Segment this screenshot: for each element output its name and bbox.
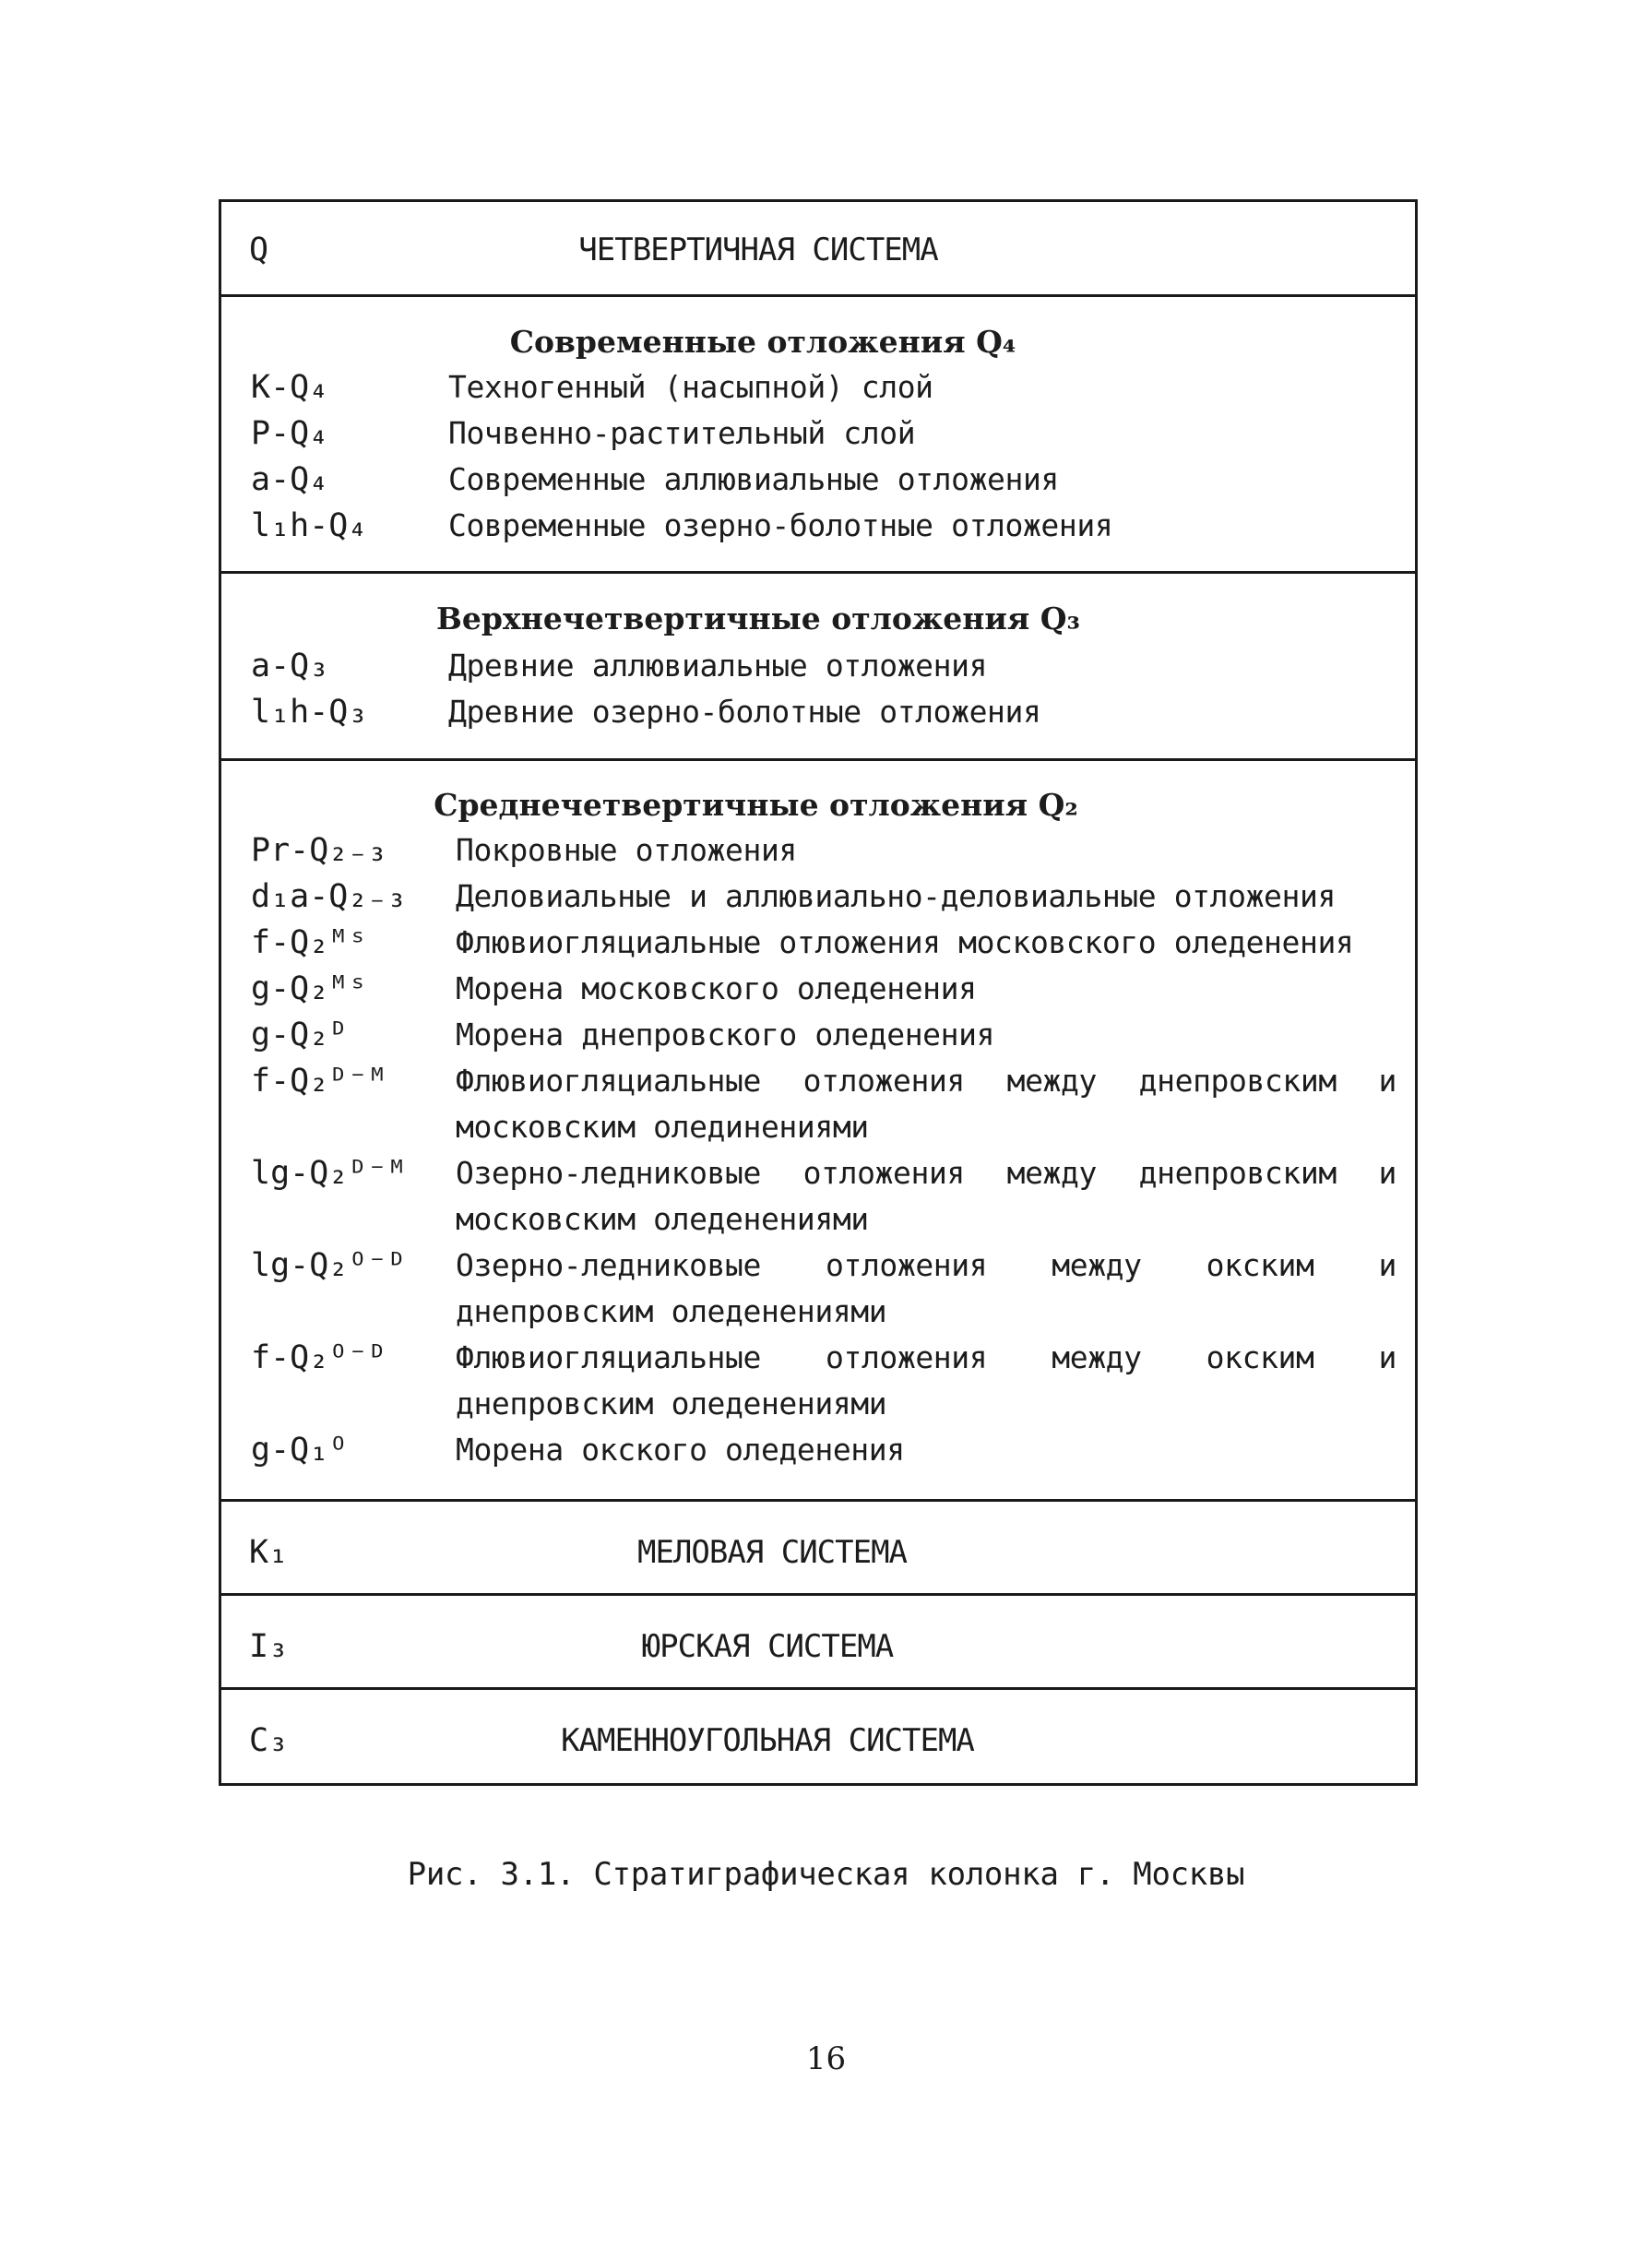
row-code: a-Q₃ [251,648,329,684]
row-code: l₁h-Q₃ [251,694,368,731]
divider [221,571,1415,574]
figure-caption: Рис. 3.1. Стратиграфическая колонка г. Москвы [407,1856,1245,1893]
divider [221,294,1415,297]
row-code: f-Q₂ᴼ⁻ᴰ [251,1339,387,1376]
divider [221,1593,1415,1596]
row-desc: Почвенно-растительный слой [448,415,916,451]
quaternary-code: Q [249,232,269,268]
row-code: a-Q₄ [251,461,329,498]
row-desc: Деловиальные и аллювиально-деловиальные отложения [456,878,1336,914]
row-desc: Морена днепровского оледенения [456,1017,995,1053]
table-row [221,1058,1415,1150]
table-row [221,1335,1415,1427]
page-number: 16 [805,2040,847,2077]
row-code: lg-Q₂ᴼ⁻ᴰ [251,1247,407,1284]
row-desc: Флювиогляциальные отложения московского оледенения [456,924,1354,960]
table-row [221,874,1415,920]
row-code: g-Q₁ᴼ [251,1432,349,1469]
cretaceous-title: МЕЛОВАЯ СИСТЕМА [636,1534,908,1571]
row-desc: Морена московского оледенения [456,970,977,1006]
table-row [221,1243,1415,1335]
modern-heading: Современные отложения Q₄ [509,324,1016,360]
table-row [221,689,1415,735]
divider [221,758,1415,761]
table-row [221,1150,1415,1243]
row-code: P-Q₄ [251,415,329,452]
middle-heading: Среднечетвертичные отложения Q₂ [434,787,1078,823]
row-desc: Древние озерно-болотные отложения [448,694,1041,730]
divider [221,1499,1415,1502]
table-row [221,966,1415,1012]
jurassic-code: I₃ [249,1628,289,1665]
table-row [221,1012,1415,1058]
table-row [221,457,1415,503]
row-code: lg-Q₂ᴰ⁻ᴹ [251,1155,407,1192]
row-code: l₁h-Q₄ [251,507,368,544]
carboniferous-code: C₃ [249,1722,289,1759]
row-code: g-Q₂ᴹˢ [251,970,368,1007]
row-code: f-Q₂ᴰ⁻ᴹ [251,1063,387,1100]
row-desc: Покровные отложения [456,832,797,868]
cretaceous-code: K₁ [249,1534,289,1571]
row-code: f-Q₂ᴹˢ [251,924,368,961]
table-row [221,827,1415,874]
row-desc: Флювиогляциальные отложения между днепровским и московским олединениями [456,1063,1396,1145]
row-desc: Древние аллювиальные отложения [448,648,988,684]
divider [221,1687,1415,1690]
table-row [221,643,1415,689]
row-desc: Флювиогляциальные отложения между окским и днепровским оледенениями [456,1339,1396,1421]
row-desc: Современные озерно-болотные отложения [448,507,1113,543]
row-desc: Современные аллювиальные отложения [448,461,1059,497]
stratigraphic-table [219,199,1418,1786]
table-row [221,364,1415,410]
row-desc: Техногенный (насыпной) слой [448,369,933,405]
table-row [221,920,1415,966]
row-code: K-Q₄ [251,369,329,406]
carboniferous-title: КАМЕННОУГОЛЬНАЯ СИСТЕМА [561,1722,974,1759]
row-desc: Морена окского оледенения [456,1432,905,1468]
row-desc: Озерно-ледниковые отложения между днепровским и московским оледенениями [456,1155,1396,1237]
row-desc: Озерно-ледниковые отложения между окским и днепровским оледенениями [456,1247,1396,1329]
row-code: g-Q₂ᴰ [251,1017,349,1053]
row-code: d₁a-Q₂₋₃ [251,878,407,915]
quaternary-title: ЧЕТВЕРТИЧНАЯ СИСТЕМА [578,232,938,268]
jurassic-title: ЮРСКАЯ СИСТЕМА [641,1628,894,1665]
table-row [221,1427,1415,1473]
table-row [221,410,1415,457]
table-row [221,503,1415,549]
row-code: Pr-Q₂₋₃ [251,832,387,869]
upper-heading: Верхнечетвертичные отложения Q₃ [436,601,1080,636]
